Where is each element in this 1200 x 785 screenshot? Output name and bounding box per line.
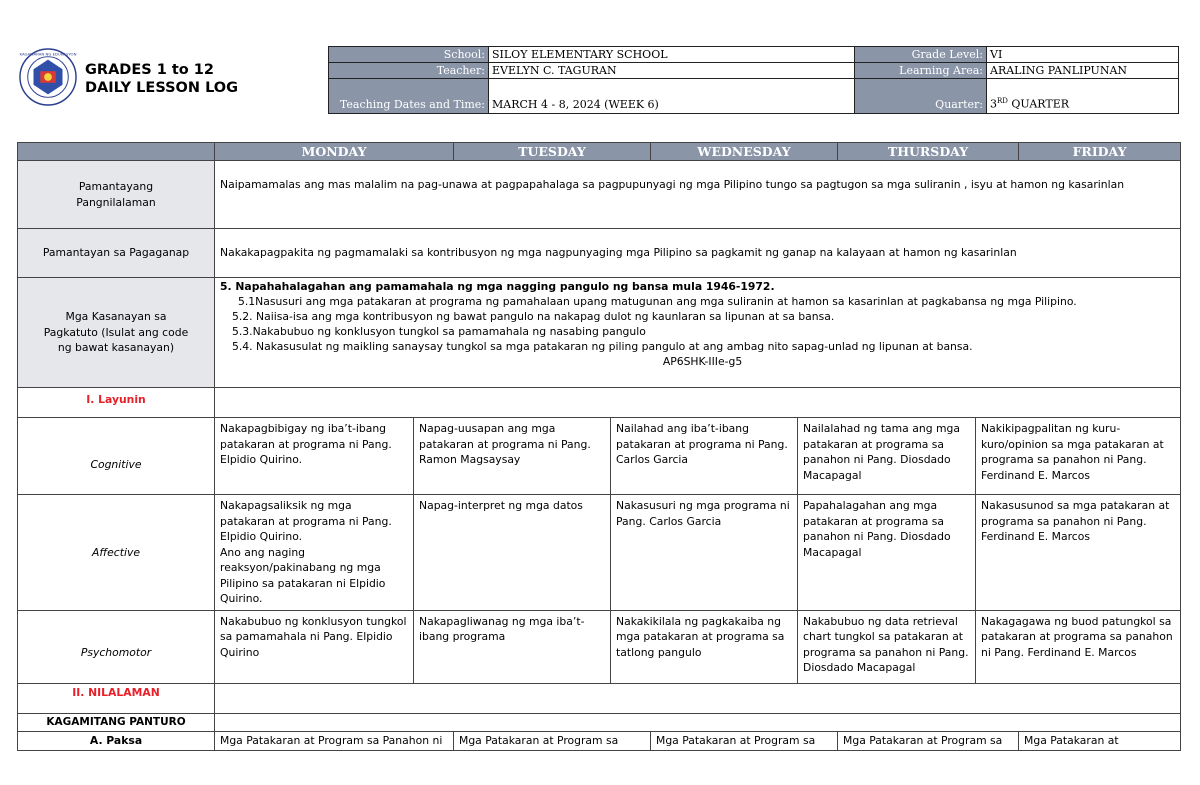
title-line-1: GRADES 1 to 12	[85, 62, 214, 78]
teaching-dates-value: MARCH 4 - 8, 2024 (WEEK 6)	[489, 79, 855, 114]
psychomotor-tuesday: Nakapagliwanag ng mga iba’t-ibang programa	[414, 610, 611, 683]
pamantayang-label: Pamantayang Pangnilalaman	[18, 161, 215, 229]
affective-friday: Nakasusunod sa mga patakaran at programa sa panahon ni Pang. Ferdinand E. Marcos	[976, 495, 1181, 611]
learning-area-value: ARALING PANLIPUNAN	[987, 63, 1179, 79]
quarter-value	[987, 79, 1179, 114]
cognitive-friday: Nakikipagpalitan ng kuru-kuro/opinion sa mga patakaran at programa sa panahon ni Pang. Ferdinand E. Marcos	[976, 418, 1181, 495]
document-title	[85, 61, 238, 97]
affective-monday: Nakapagsaliksik ng mga patakaran at programa ni Pang. Elpidio Quirino. Ano ang naging reaksyon/pakinabang ng mga Pilipino sa patakaran ni Elpidio Quirino.	[215, 495, 414, 611]
day-friday: FRIDAY	[1019, 143, 1181, 161]
paksa-thursday: Mga Patakaran at Program sa	[838, 732, 1019, 751]
deped-seal-icon	[19, 48, 77, 106]
corner-cell	[18, 143, 215, 161]
cognitive-label: Cognitive	[18, 418, 215, 495]
psychomotor-wednesday: Nakakikilala ng pagkakaiba ng mga patakaran at programa sa tatlong pangulo	[611, 610, 798, 683]
quarter-label: Quarter:	[855, 79, 987, 114]
grade-level-value: VI	[987, 47, 1179, 63]
pagganap-text: Nakakapagpakita ng pagmamalaki sa kontribusyon ng mga nagpunyaging mga Pilipino sa pagkamit ng ganap na kalayaan at hamon ng kasarinlan	[215, 229, 1181, 278]
day-monday: MONDAY	[215, 143, 454, 161]
quarter-number: 3	[990, 98, 997, 111]
kasanayan-heading: 5. Napahahalagahan ang pamamahala ng mga nagging pangulo ng bansa mula 1946-1972.	[220, 280, 775, 293]
teacher-value: EVELYN C. TAGURAN	[489, 63, 855, 79]
paksa-tuesday: Mga Patakaran at Program sa	[454, 732, 651, 751]
layunin-empty	[215, 388, 1181, 418]
school-value: SILOY ELEMENTARY SCHOOL	[489, 47, 855, 63]
title-line-2: DAILY LESSON LOG	[85, 80, 239, 96]
kasanayan-item: 5.3.Nakabubuo ng konklusyon tungkol sa pamamahala ng nasabing pangulo	[232, 325, 646, 338]
pamantayang-text: Naipamamalas ang mas malalim na pag-unawa at pagpapahalaga sa pagpupunyagi ng mga Pilipino tungo sa pagtugon sa mga suliranin , isyu at hamon ng kasarinlan	[215, 161, 1181, 229]
pagganap-label: Pamantayan sa Pagaganap	[18, 229, 215, 278]
kasanayan-code: AP6SHK-IIIe-g5	[662, 355, 743, 368]
paksa-wednesday: Mga Patakaran at Program sa	[651, 732, 838, 751]
teaching-dates-label: Teaching Dates and Time:	[329, 79, 489, 114]
quarter-suffix: RD	[997, 97, 1008, 106]
svg-text:KAGAWARAN NG EDUKASYON: KAGAWARAN NG EDUKASYON	[19, 51, 77, 57]
psychomotor-label: Psychomotor	[18, 610, 215, 683]
kasanayan-item: 5.1Nasusuri ang mga patakaran at programa ng pamahalaan upang matugunan ang mga suliranin at hamon sa kasarinlan at pagkabansa ng mga Pilipino.	[238, 295, 1077, 308]
paksa-monday: Mga Patakaran at Program sa Panahon ni	[215, 732, 454, 751]
psychomotor-monday: Nakabubuo ng konklusyon tungkol sa pamamahala ni Pang. Elpidio Quirino	[215, 610, 414, 683]
kasanayan-item: 5.2. Naiisa-isa ang mga kontribusyon ng bawat pangulo na nakapag dulot ng kaunlaran sa lipunan at sa bansa.	[232, 310, 835, 323]
affective-label: Affective	[18, 495, 215, 611]
paksa-label: A. Paksa	[18, 732, 215, 751]
kagamitang-label: KAGAMITANG PANTURO	[18, 713, 215, 732]
school-label: School:	[329, 47, 489, 63]
learning-area-label: Learning Area:	[855, 63, 987, 79]
layunin-label: I. Layunin	[18, 388, 215, 418]
paksa-friday: Mga Patakaran at	[1019, 732, 1181, 751]
header-info-table	[328, 46, 1179, 114]
kasanayan-cell	[215, 278, 1181, 388]
day-thursday: THURSDAY	[838, 143, 1019, 161]
kasanayan-item: 5.4. Nakasusulat ng maikling sanaysay tungkol sa mga patakaran ng piling pangulo at ang ambag nito sapag-unlad ng lipunan at bansa.	[232, 340, 973, 353]
kagamitang-empty	[215, 713, 1181, 732]
affective-thursday: Papahalagahan ang mga patakaran at programa sa panahon ni Pang. Diosdado Macapagal	[798, 495, 976, 611]
grade-level-label: Grade Level:	[855, 47, 987, 63]
teacher-label: Teacher:	[329, 63, 489, 79]
kasanayan-list	[220, 294, 1175, 354]
kasanayan-label: Mga Kasanayan sa Pagkatuto (Isulat ang code ng bawat kasanayan)	[18, 278, 215, 388]
cognitive-wednesday: Nailahad ang iba’t-ibang patakaran at programa ni Pang. Carlos Garcia	[611, 418, 798, 495]
lesson-log-table	[17, 142, 1181, 751]
cognitive-tuesday: Napag-uusapan ang mga patakaran at programa ni Pang. Ramon Magsaysay	[414, 418, 611, 495]
nilalaman-label: II. NILALAMAN	[18, 683, 215, 713]
affective-tuesday: Napag-interpret ng mga datos	[414, 495, 611, 611]
psychomotor-thursday: Nakabubuo ng data retrieval chart tungkol sa patakaran at programa sa panahon ni Pang. Diosdado Macapagal	[798, 610, 976, 683]
cognitive-monday: Nakapagbibigay ng iba’t-ibang patakaran at programa ni Pang. Elpidio Quirino.	[215, 418, 414, 495]
affective-wednesday: Nakasusuri ng mga programa ni Pang. Carlos Garcia	[611, 495, 798, 611]
nilalaman-empty	[215, 683, 1181, 713]
quarter-word: QUARTER	[1011, 98, 1070, 111]
day-tuesday: TUESDAY	[454, 143, 651, 161]
psychomotor-friday: Nakagagawa ng buod patungkol sa patakaran at programa sa panahon ni Pang. Ferdinand E. Marcos	[976, 610, 1181, 683]
day-wednesday: WEDNESDAY	[651, 143, 838, 161]
cognitive-thursday: Nailalahad ng tama ang mga patakaran at programa sa panahon ni Pang. Diosdado Macapagal	[798, 418, 976, 495]
